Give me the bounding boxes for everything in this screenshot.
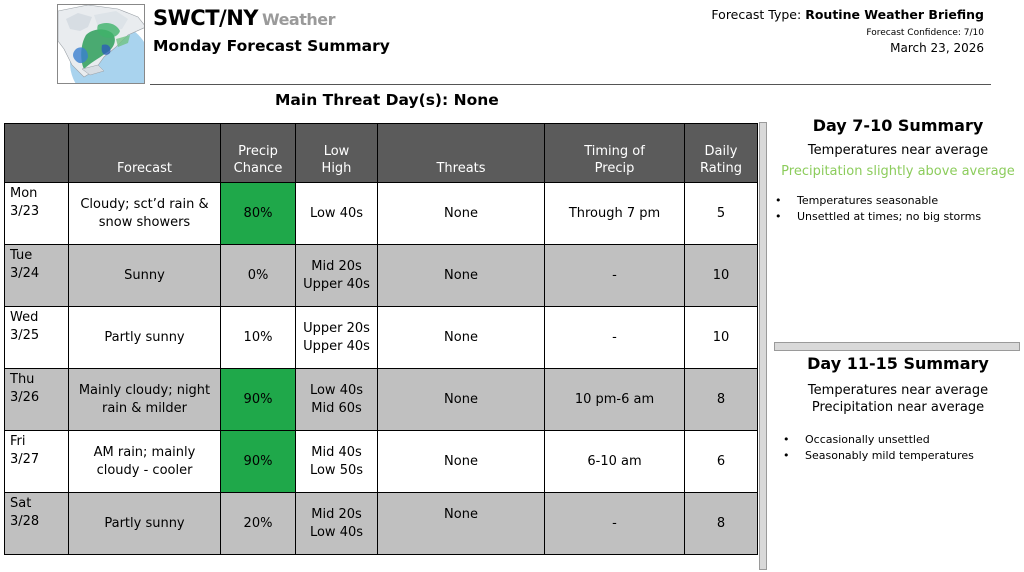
day-name: Tue — [10, 248, 33, 263]
temp-cell — [296, 369, 378, 431]
day-date: 3/25 — [10, 328, 40, 343]
day-cell — [5, 183, 69, 245]
table-row — [5, 431, 758, 493]
temp-low: Mid 40s — [311, 444, 362, 460]
main-threat-heading: Main Threat Day(s): None — [275, 91, 499, 109]
temp-high: Low 50s — [309, 462, 364, 478]
rating-cell: 5 — [685, 183, 758, 245]
temp-low: Mid 20s — [311, 506, 362, 522]
threats-cell: None — [378, 307, 545, 369]
temp-low: Low 40s — [309, 205, 364, 221]
temp-high: Low 40s — [309, 524, 364, 540]
timing-cell: Through 7 pm — [545, 183, 685, 245]
day-date: 3/26 — [10, 390, 40, 405]
day-name: Sat — [10, 496, 32, 511]
threats-cell: None — [378, 183, 545, 245]
precip-cell: 90% — [221, 431, 296, 493]
day-7-10-precip: Precipitation slightly above average — [781, 164, 1015, 179]
forecast-date: March 23, 2026 — [890, 41, 984, 55]
temp-low: Low 40s — [309, 382, 364, 398]
day-7-10-temps: Temperatures near average — [807, 143, 989, 158]
timing-cell: - — [545, 493, 685, 555]
day-11-15-precip: Precipitation near average — [811, 400, 985, 415]
day-11-15-summary — [773, 354, 1023, 464]
forecast-confidence: Forecast Confidence: 7/10 — [866, 28, 984, 38]
temp-cell — [296, 307, 378, 369]
forecast-cell: Cloudy; sct’d rain & snow showers — [69, 183, 221, 245]
timing-cell: - — [545, 307, 685, 369]
table-row — [5, 183, 758, 245]
rating-cell: 10 — [685, 245, 758, 307]
precip-cell: 10% — [221, 307, 296, 369]
day-date: 3/27 — [10, 452, 40, 467]
header-temp — [296, 124, 378, 183]
threats-cell: None — [378, 245, 545, 307]
day-11-15-temps: Temperatures near average — [807, 383, 989, 398]
day-cell — [5, 307, 69, 369]
temp-high: Mid 60s — [311, 400, 362, 416]
forecast-cell: Partly sunny — [69, 307, 221, 369]
threats-cell: None — [378, 493, 545, 555]
threats-cell: None — [378, 369, 545, 431]
day-date: 3/23 — [10, 204, 40, 219]
day-name: Fri — [10, 434, 26, 449]
day-7-10-bullets — [773, 193, 1023, 225]
temp-high: Upper 40s — [303, 338, 370, 354]
day-11-15-title: Day 11-15 Summary — [807, 354, 989, 373]
forecast-type-value: Routine Weather Briefing — [805, 7, 984, 22]
list-item: • Temperatures seasonable — [773, 193, 1023, 209]
radar-map-icon — [58, 5, 145, 84]
day-7-10-title: Day 7-10 Summary — [812, 116, 984, 135]
forecast-meta — [711, 7, 984, 55]
rating-cell: 8 — [685, 493, 758, 555]
header-temp-line1: Low — [323, 144, 350, 159]
header-precip — [221, 124, 296, 183]
day-name: Wed — [10, 310, 39, 325]
forecast-cell: Partly sunny — [69, 493, 221, 555]
day-cell — [5, 369, 69, 431]
precip-cell: 0% — [221, 245, 296, 307]
list-item: • Seasonably mild temperatures — [781, 448, 1023, 464]
header-timing-line2: Precip — [594, 161, 635, 176]
header-temp-line2: High — [321, 161, 352, 176]
temp-high: Upper 40s — [303, 276, 370, 292]
table-header-row — [5, 124, 758, 183]
timing-cell: 6-10 am — [545, 431, 685, 493]
temp-cell — [296, 493, 378, 555]
header-day — [5, 124, 69, 183]
forecast-type-label: Forecast Type: — [711, 7, 802, 22]
timing-cell: - — [545, 245, 685, 307]
list-item: • Occasionally unsettled — [781, 432, 1023, 448]
rating-cell: 10 — [685, 307, 758, 369]
table-row — [5, 307, 758, 369]
vertical-scrollbar[interactable] — [759, 122, 767, 570]
header-precip-line2: Chance — [233, 161, 283, 176]
temp-cell — [296, 183, 378, 245]
temp-low: Upper 20s — [303, 320, 370, 336]
day-7-10-summary — [773, 116, 1023, 225]
day-date: 3/24 — [10, 266, 40, 281]
header-timing — [545, 124, 685, 183]
table-row — [5, 245, 758, 307]
header-rating: Daily Rating — [685, 124, 758, 183]
day-cell — [5, 431, 69, 493]
day-cell — [5, 493, 69, 555]
temp-low: Mid 20s — [311, 258, 362, 274]
list-item: • Unsettled at times; no big storms — [773, 209, 1023, 225]
timing-cell: 10 pm-6 am — [545, 369, 685, 431]
brand-sub: Weather — [261, 10, 335, 29]
precip-cell: 80% — [221, 183, 296, 245]
day-cell — [5, 245, 69, 307]
summary-title: Monday Forecast Summary — [153, 37, 390, 55]
header-forecast: Forecast — [69, 124, 221, 183]
table-row — [5, 369, 758, 431]
header-divider — [150, 84, 991, 85]
rating-cell: 8 — [685, 369, 758, 431]
forecast-cell: Sunny — [69, 245, 221, 307]
forecast-table — [4, 123, 758, 555]
precip-cell: 20% — [221, 493, 296, 555]
temp-cell — [296, 431, 378, 493]
table-row — [5, 493, 758, 555]
header-timing-line1: Timing of — [584, 144, 645, 159]
rating-cell: 6 — [685, 431, 758, 493]
header-precip-line1: Precip — [238, 144, 278, 159]
forecast-cell: AM rain; mainly cloudy - cooler — [69, 431, 221, 493]
header-threats: Threats — [378, 124, 545, 183]
summary-divider — [774, 342, 1020, 351]
day-name: Mon — [10, 186, 38, 201]
forecast-type — [711, 7, 984, 22]
brand-title — [153, 6, 335, 30]
forecast-cell: Mainly cloudy; night rain & milder — [69, 369, 221, 431]
threats-cell: None — [378, 431, 545, 493]
radar-map-thumbnail — [57, 4, 145, 84]
precip-cell: 90% — [221, 369, 296, 431]
temp-cell — [296, 245, 378, 307]
brand-main: SWCT/NY — [153, 6, 258, 30]
day-name: Thu — [10, 372, 35, 387]
day-date: 3/28 — [10, 514, 40, 529]
day-11-15-bullets — [773, 432, 1023, 464]
